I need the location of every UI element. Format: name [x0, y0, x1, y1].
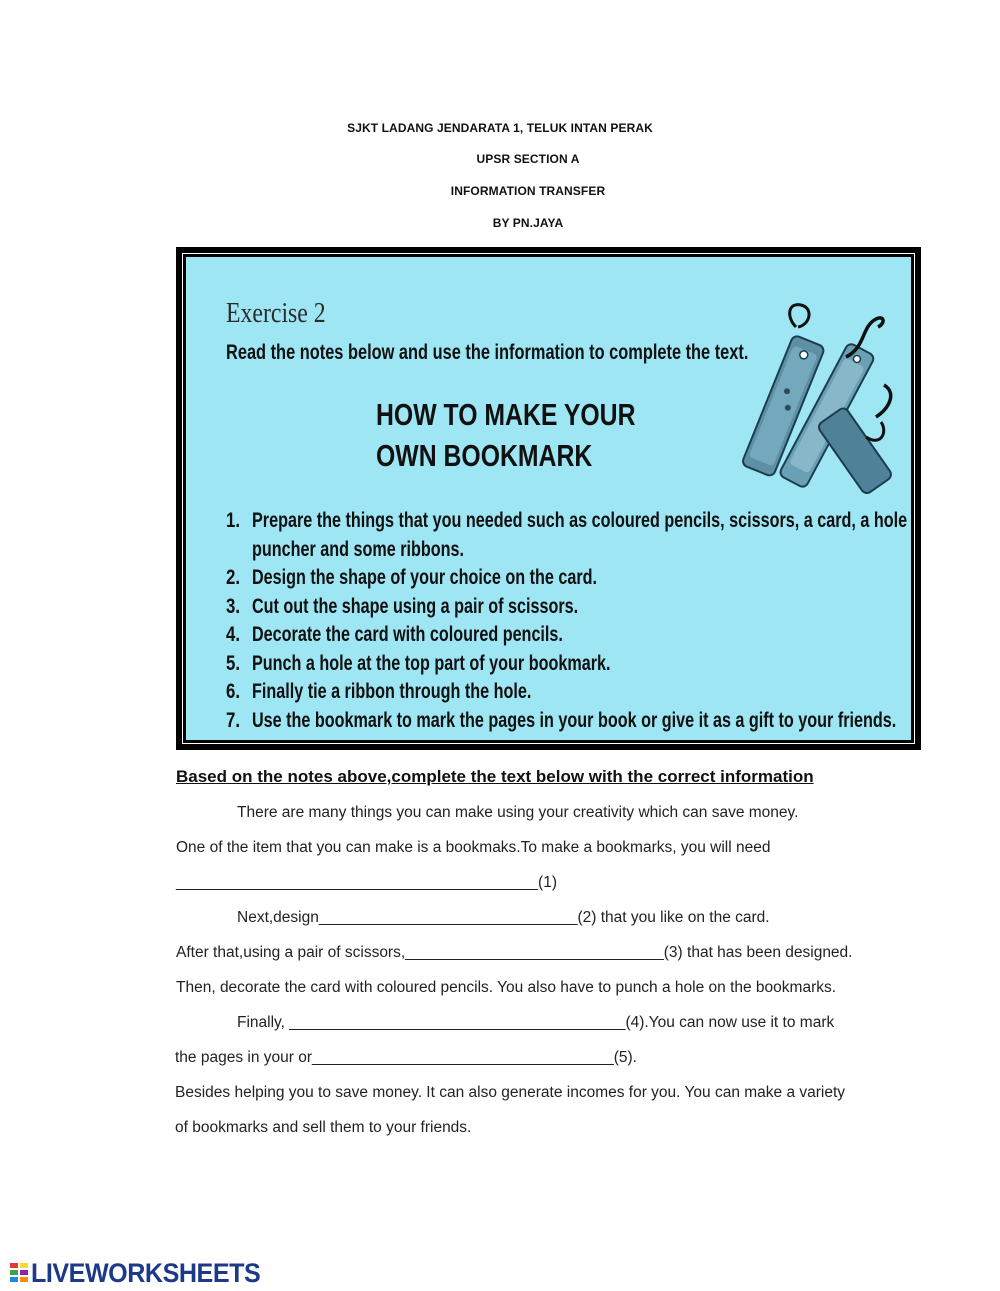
school-name: SJKT LADANG JENDARATA 1, TELUK INTAN PERAK — [347, 121, 653, 135]
exercise-title: Exercise 2 — [226, 297, 326, 329]
step-text: Finally tie a ribbon through the hole. — [252, 680, 532, 703]
task-line: One of the item that you can make is a bookmaks.To make a bookmarks, you will need — [176, 839, 771, 856]
answer-blank-5[interactable]: the pages in your or___________________________________(5). — [175, 1049, 637, 1066]
logo-text: LIVEWORKSHEETS — [31, 1257, 261, 1288]
exercise-frame — [176, 247, 921, 750]
task-line: There are many things you can make using your creativity which can save money. — [237, 804, 799, 821]
step-item — [226, 678, 1000, 707]
answer-blank-3[interactable]: After that,using a pair of scissors,______________________________(3) that has been designed. — [176, 944, 853, 961]
task-line: of bookmarks and sell them to your friends. — [175, 1119, 472, 1136]
bookmark-heading-line1: HOW TO MAKE YOUR — [376, 397, 636, 432]
step-text: Prepare the things that you needed such as coloured pencils, scissors, a card, a hole — [252, 509, 908, 532]
answer-blank-2[interactable]: Next,design______________________________(2) that you like on the card. — [237, 909, 770, 926]
answer-blank-1[interactable]: __________________________________________(1) — [176, 874, 557, 891]
step-item — [226, 507, 1000, 564]
bookmark-heading-line2: OWN BOOKMARK — [376, 438, 593, 473]
liveworksheets-logo[interactable] — [10, 1258, 278, 1288]
liveworksheets-mark-icon — [10, 1261, 28, 1285]
bookmark-illustration-icon — [726, 297, 896, 497]
step-number: 1. — [226, 509, 241, 532]
step-number: 6. — [226, 680, 241, 703]
step-list — [226, 507, 1000, 735]
step-number: 3. — [226, 594, 241, 618]
topic-label: INFORMATION TRANSFER — [450, 184, 606, 198]
step-text: Cut out the shape using a pair of scissors. — [252, 594, 579, 618]
step-item — [226, 707, 1000, 736]
step-number: 4. — [226, 623, 241, 646]
step-item — [226, 650, 1000, 679]
step-item — [226, 621, 1000, 650]
exercise-panel — [186, 257, 911, 740]
task-line: Besides helping you to save money. It can also generate incomes for you. You can make a variety — [175, 1084, 846, 1101]
step-text: Design the shape of your choice on the card. — [252, 566, 598, 589]
step-item — [226, 564, 1000, 593]
step-text: Decorate the card with coloured pencils. — [252, 623, 563, 646]
task-instruction: Based on the notes above,complete the text below with the correct information — [176, 767, 814, 786]
step-text: Punch a hole at the top part of your bookmark. — [252, 651, 611, 675]
step-item — [226, 593, 1000, 622]
step-text: Use the bookmark to mark the pages in your book or give it as a gift to your friends. — [252, 708, 897, 732]
answer-blank-4[interactable]: Finally, _______________________________________(4).You can now use it to mark — [237, 1014, 835, 1031]
step-number: 5. — [226, 651, 241, 675]
step-number: 2. — [226, 566, 241, 589]
step-number: 7. — [226, 708, 241, 732]
author-label: BY PN.JAYA — [492, 216, 564, 230]
exercise-instruction: Read the notes below and use the information to complete the text. — [226, 341, 749, 364]
task-line: Then, decorate the card with coloured pencils. You also have to punch a hole on the bookmarks. — [176, 979, 837, 996]
step-text-continued: puncher and some ribbons. — [252, 537, 465, 561]
section-label: UPSR SECTION A — [476, 152, 580, 166]
